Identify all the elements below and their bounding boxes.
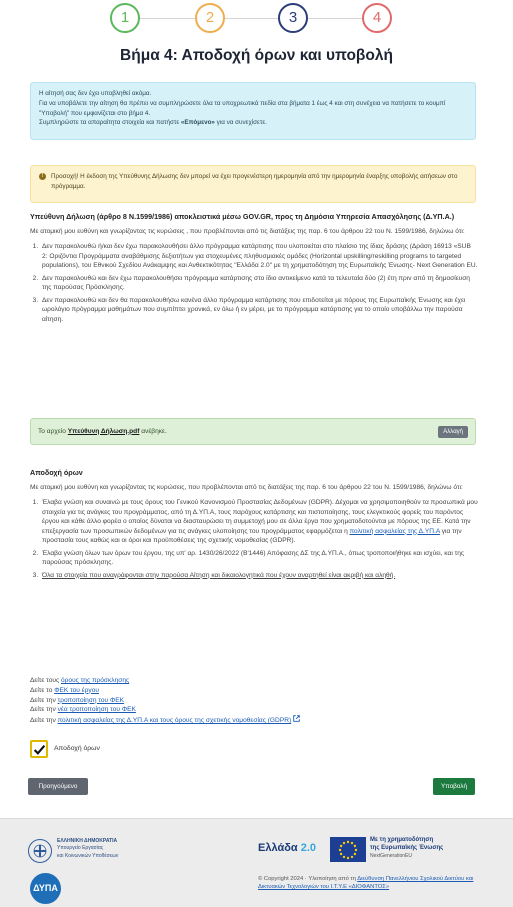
- external-link-icon: [293, 715, 300, 722]
- ministry-line-1: ΕΛΛΗΝΙΚΗ ΔΗΜΟΚΡΑΤΙΑ: [57, 838, 118, 844]
- stepper-connector: [308, 18, 362, 19]
- terms-list: [30, 498, 478, 580]
- link-row: [30, 686, 478, 696]
- security-policy-link[interactable]: πολιτική ασφαλείας της Δ.ΥΠ.Α: [349, 527, 440, 535]
- list-item: [40, 498, 478, 546]
- term-1-text: Έλαβα γνώση και συναινώ με τους όρους του Γενικού Κανονισμού Προστασίας Δεδομένων (GDPR). Δέχομαι να χρησιμοποιηθούν τα προσωπικά μου στοιχεία για τις ανάγκες του προγράμματος, από τη Δ.ΥΠ.Α, τους παρόχους κατάρτισης και πιστοποίησης, τους ελεγκτικούς φορείς του παρόντος έργου και κάθε άλλο φορέα ο οποίος δύναται να διασταυρώσει τη συμμετοχή μου σε άλλα έργα που χρηματοδοτούνται με πόρους της ΕΕ. Κατά την επεξεργασία των προσωπικών δεδομένων για τις ανάγκες υλοποίησης του προγράμματος εφαρμόζεται η: [42, 498, 478, 535]
- step-3: 3: [278, 3, 308, 33]
- stepper-connector: [225, 18, 278, 19]
- info-line-3-suffix: για να συνεχίσετε.: [214, 119, 267, 127]
- ministry-line-2: Υπουργείο Εργασίας: [57, 845, 104, 852]
- link-row: [30, 715, 478, 726]
- ellada-logo-number: 2.0: [300, 842, 316, 854]
- declaration-title: Υπεύθυνη Δήλωση (άρθρο 8 Ν.1599/1986) αποκλειστικά μέσω GOV.GR, προς τη Δημόσια Υπηρεσία Απασχόλησης (Δ.ΥΠ.Α.): [30, 212, 455, 221]
- list-item: 3. Δεν παρακολουθώ και δεν θα παρακολουθήσω κανένα άλλο πρόγραμμα κατάρτισης που επιδοτείται με πόρους της Ευρωπαϊκής Ένωσης και έχει ωρολόγιο πρόγραμμα μαθημάτων που συμπίπτει χρονικά, εν όλω ή εν μέρει, με το πρόγραμμα κατάρτισης για το οποίο υποβάλλω την παρούσα αίτηση.: [40, 296, 478, 325]
- upload-prefix: Το αρχείο: [38, 427, 66, 435]
- footer: [0, 818, 513, 907]
- link-prefix: Δείτε το: [30, 686, 55, 694]
- change-file-button[interactable]: Αλλαγή: [438, 426, 468, 438]
- list-item: [40, 571, 478, 581]
- copyright-text: [258, 875, 483, 892]
- accept-terms-row: [30, 740, 100, 758]
- accept-terms-label: Αποδοχή όρων: [54, 745, 100, 753]
- eu-line-2: της Ευρωπαϊκής Ένωσης: [370, 844, 444, 851]
- info-alert: [30, 82, 476, 140]
- link-prefix: Δείτε την: [30, 696, 58, 704]
- gdpr-policy-link[interactable]: πολιτική ασφαλείας της Δ.ΥΠ.Α και τους όρους της σχετικής νομοθεσίας (GDPR): [57, 717, 292, 724]
- terms-intro: Με ατομική μου ευθύνη και γνωρίζοντας τις κυρώσεις, που προβλέπονται από τις διατάξεις της παρ. 6 του άρθρου 22 του Ν. 1599/1986, δηλώνω ότι:: [30, 484, 463, 492]
- terms-section: [30, 468, 478, 583]
- info-line-2: Για να υποβάλετε την αίτηση θα πρέπει να συμπληρώσετε όλα τα υποχρεωτικά πεδία στα βήματα 1 έως 4 και στη συνέχεια να πατήσετε το κουμπί "Υποβολή" που εμφανίζεται στο βήμα 4.: [39, 99, 446, 117]
- submit-button[interactable]: Υποβολή: [433, 778, 475, 795]
- dypa-logo: ΔΥΠΑ: [30, 873, 61, 904]
- declaration-intro: Με ατομική μου ευθύνη και γνωρίζοντας τις κυρώσεις , που προβλέπονται από τις διατάξεις της παρ. 6 του άρθρου 22 του Ν. 1599/1986, δηλώνω ότι:: [30, 228, 465, 236]
- copyright-prefix: © Copyright 2024 · Υλοποίηση από τη: [258, 876, 358, 882]
- declaration-list: [30, 242, 478, 324]
- term-3-text: Όλα τα στοιχεία που αναγράφονται στην παρούσα Αίτηση και δικαιολογητικά που έχουν αναρτηθεί είναι ακριβή και αληθή.: [42, 571, 396, 579]
- ministry-line-3: και Κοινωνικών Υποθέσεων: [57, 852, 119, 859]
- link-prefix: Δείτε τους: [30, 677, 61, 684]
- greek-emblem-icon: [28, 839, 52, 863]
- term-1-text-end: για την προστασία τους καθώς και οι όροι και προϋποθέσεις της σχετικής νομοθεσίας (GDPR).: [42, 527, 462, 545]
- fek-amendment-link[interactable]: τροποποίηση του ΦΕΚ: [57, 696, 125, 704]
- eu-funding-text: [370, 837, 480, 859]
- ministry-text: [57, 838, 157, 860]
- info-line-3-prefix: Συμπληρώστε τα απαραίτητα στοιχεία και πατήστε: [39, 119, 181, 127]
- terms-title: Αποδοχή όρων: [30, 468, 83, 477]
- info-line-3-bold: «Επόμενο»: [180, 119, 215, 127]
- stepper-connector: [140, 18, 195, 19]
- eu-stars-icon: [337, 839, 359, 861]
- ellada-2-logo: [258, 841, 316, 857]
- previous-button[interactable]: Προηγούμενο: [28, 778, 88, 795]
- upload-success-box: [30, 418, 476, 445]
- info-line-1: Η αίτησή σας δεν έχει υποβληθεί ακόμα.: [39, 90, 152, 97]
- ellada-logo-text: Ελλάδα: [258, 842, 298, 854]
- call-terms-link[interactable]: όρους της πρόσκλησης: [60, 677, 130, 684]
- link-row: [30, 676, 478, 686]
- step-4: 4: [362, 3, 392, 33]
- list-item: 2. Έλαβα γνώση όλων των όρων του έργου, της υπ' αρ. 1430/26/2022 (Β'1446) Απόφασης ΔΣ της Δ.ΥΠ.Α., όπως τροποποιήθηκε και ισχύει, και της παρούσας πρόσκλησης.: [40, 549, 478, 568]
- new-fek-amendment-link[interactable]: νέα τροποποίηση του ΦΕΚ: [57, 706, 136, 714]
- link-row: [30, 696, 478, 706]
- eu-line-3: NextGenerationEU: [370, 852, 412, 859]
- link-prefix: Δείτε την: [30, 717, 58, 724]
- info-line-3: [39, 118, 467, 128]
- link-prefix: Δείτε την: [30, 706, 58, 714]
- link-row: [30, 705, 478, 715]
- uploaded-file-link[interactable]: Υπεύθυνη Δήλωση.pdf: [67, 427, 140, 435]
- accept-terms-checkbox[interactable]: [30, 740, 48, 758]
- diofantos-link[interactable]: Διεύθυνση Πανελλήνιου Σχολικού Δικτύου και Δικτυακών Τεχνολογιών του Ι.Τ.Υ.Ε «ΔΙΟΦΑΝΤΟΣ»: [258, 876, 474, 891]
- warning-text: Προσοχή! Η έκδοση της Υπεύθυνης Δήλωσης δεν μπορεί να έχει προγενέστερη ημερομηνία από την ημερομηνία έναρξης υποβολής αιτήσεων στο πρόγραμμα.: [51, 173, 458, 190]
- exclamation-icon: !: [39, 173, 46, 180]
- list-item: 2. Δεν παρακολουθώ και δεν έχω παρακολουθήσει πρόγραμμα κατάρτισης στο ίδιο αντικείμενο κατά τα τελευταία δύο (2) έτη πριν από τη δημοσίευση της παρούσας Πρόσκλησης.: [40, 274, 478, 293]
- reference-links: [30, 676, 478, 726]
- declaration-section: [30, 212, 478, 327]
- progress-stepper: [0, 3, 513, 35]
- step-2: 2: [195, 3, 225, 33]
- warning-alert: [30, 165, 476, 203]
- upload-suffix: ανέβηκε.: [141, 427, 167, 435]
- project-fek-link[interactable]: ΦΕΚ του έργου: [54, 686, 99, 694]
- list-item: 1. Δεν παρακολουθώ ή/και δεν έχω παρακολουθήσει άλλο πρόγραμμα κατάρτισης που υλοποιείται στο πλαίσιο της ίδιας δράσης (Δράση 16913 «SUB 2: Οριζόντια Προγράμματα αναβάθμισης δεξιοτήτων για στοχευμένες πληθυσμιακές ομάδες (Horizontal upskilling/reskilling programs to targeted populations), του Εθνικού Σχεδίου Ανάκαμψης και Ανθεκτικότητας "Ελλάδα 2.0" με τη χρηματοδότηση της Ευρωπαϊκής Ένωσης- Next Generation EU.: [40, 242, 478, 271]
- checkmark-icon: [33, 743, 46, 756]
- page-title: Βήμα 4: Αποδοχή όρων και υποβολή: [120, 47, 393, 64]
- emblem-cross-icon: [32, 843, 48, 859]
- step-1: 1: [110, 3, 140, 33]
- eu-flag-icon: [330, 837, 366, 862]
- eu-line-1: Με τη χρηματοδότηση: [370, 837, 434, 843]
